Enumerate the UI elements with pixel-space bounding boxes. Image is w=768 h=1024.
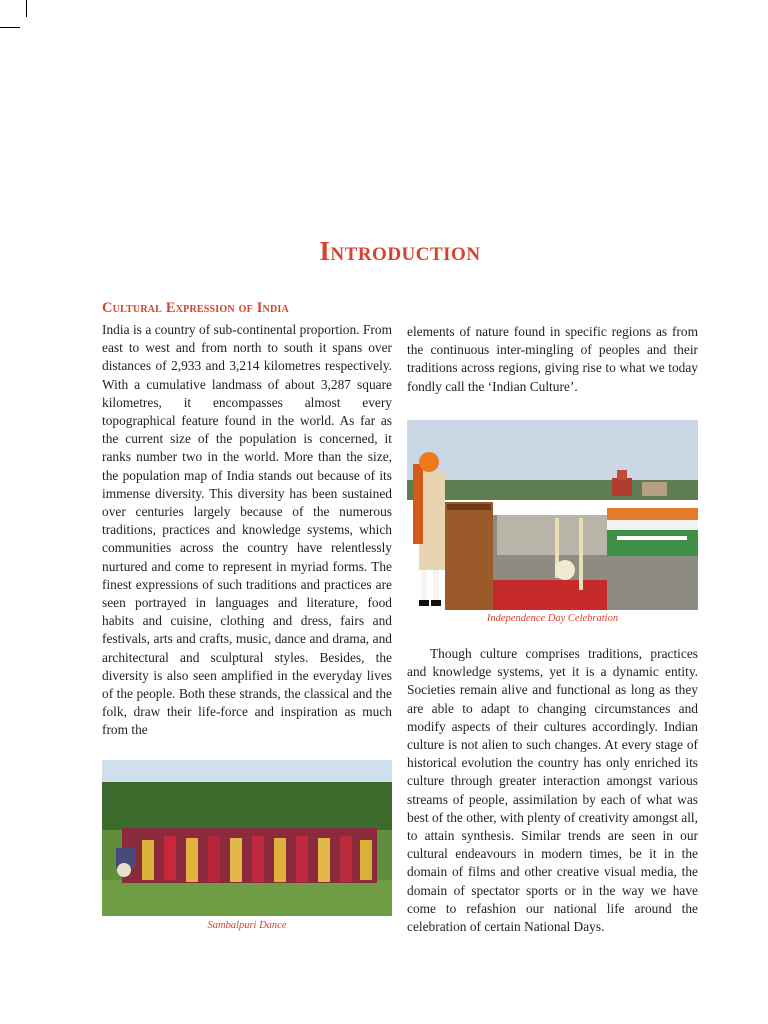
body-paragraph-left: India is a country of sub-continental proportion. From east to west and from north to south it spans over distances of 2,933 and 3,214 kilometres respectively. With a cumulative landmass of about 3,287 square kilometres, it encompasses almost every topographical feature found in the world. As far as the current size of the population is concerned, it ranks number two in the world. More than the size, the population map of India stands out because of its immense diversity. This diversity has been sustained over centuries largely because of the numerous traditions, practices and knowledge systems, which communities across the country have relentlessly nurtured and come to represent in myriad forms. The finest expressions of such traditions and practices are seen portrayed in languages and literature, food habits and cuisine, clothing and dress, fairs and festivals, arts and crafts, music, dance and drama, and architectural and sculptural styles. Besides, the diversity is also seen amplified in the everyday lives of the people. Both these strands, the classical and the folk, draw their life-force and inspiration as much from the [102, 322, 392, 738]
independence-day-caption: Independence Day Celebration [486, 613, 619, 624]
body-paragraph-right-2: Though culture comprises traditions, practices and knowledge systems, yet it is a dynamic entity. Societies remain alive and functional as long as they are able to adapt to changing circumstances and modify aspects of their cultures accordingly. Indian culture is not alien to such changes. At every stage of historical evolution the country has only enriched its culture through greater interaction amongst various streams of people, assimilation by each of what was best of the other, with plenty of creativity amongst all, to attain synthesis. Similar trends are seen in our cultural endeavours in modern times, be it in the domain of films and other creative visual media, the domain of spectator sports or in the way we have come to refashion our national life around the celebration of certain National Days. [407, 646, 698, 935]
section-heading: Cultural Expression of India [102, 300, 289, 316]
independence-day-photo [407, 420, 698, 610]
body-paragraph-right-1: elements of nature found in specific regions as from the continuous inter-mingling of peoples and their traditions across regions, giving rise to what we today fondly call the ‘Indian Culture’. [407, 324, 698, 394]
sambalpuri-dance-caption: Sambalpuri Dance [207, 920, 287, 931]
page-title: Introduction [319, 236, 481, 266]
crop-mark-horizontal [0, 27, 20, 28]
crop-mark-vertical [26, 0, 27, 17]
sambalpuri-dance-photo [102, 760, 392, 916]
